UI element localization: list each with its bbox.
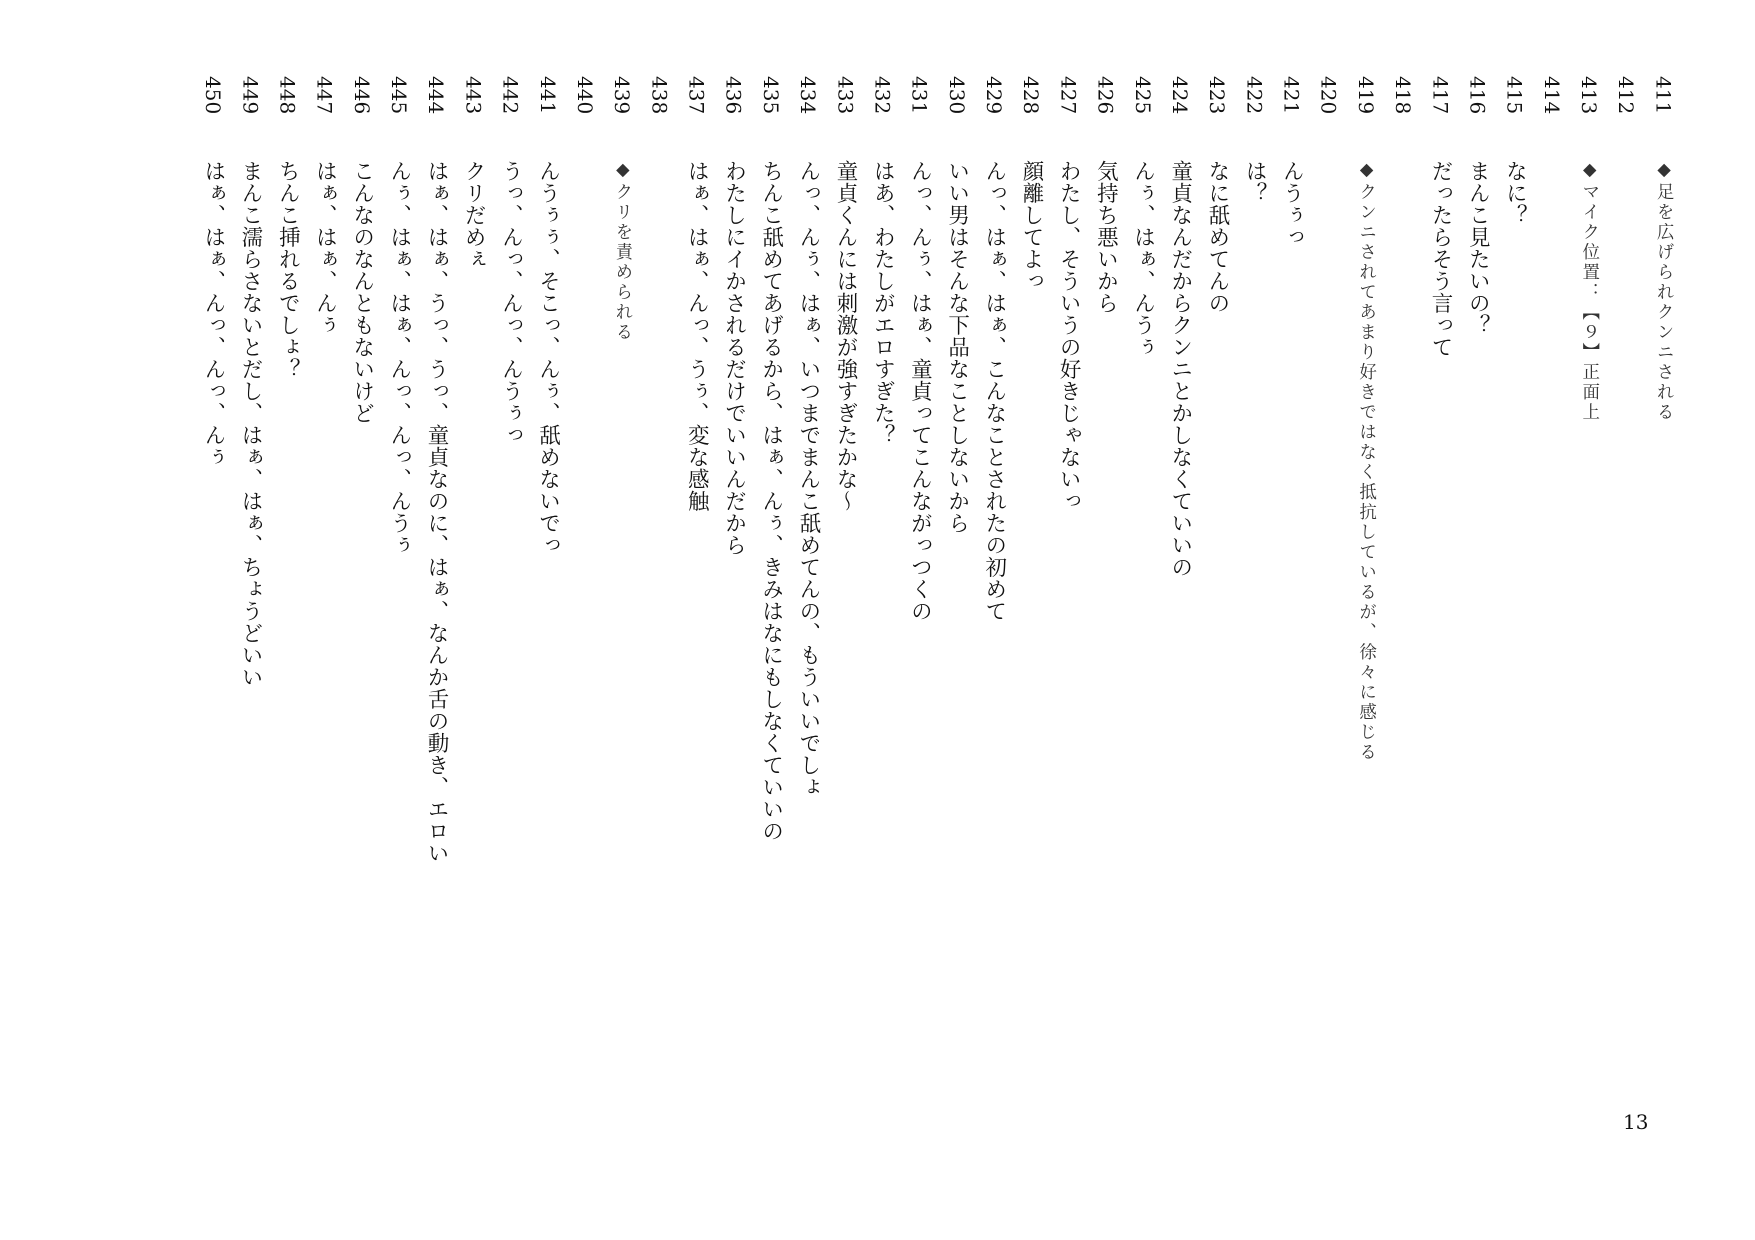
script-line — [1310, 76, 1347, 160]
line-number: 434 — [796, 76, 821, 115]
dialogue-text: 童貞くんには刺激が強すぎたかな～ — [833, 160, 859, 512]
line-number: 438 — [647, 76, 672, 115]
line-number: 448 — [275, 76, 300, 115]
line-number: 419 — [1353, 76, 1378, 115]
dialogue-text: うっ、んっ、んっ、んうぅっ — [498, 160, 524, 446]
script-line — [418, 76, 455, 864]
line-number: 425 — [1130, 76, 1155, 115]
dialogue-text: んっ、んぅ、はぁ、いつまでまんこ舐めてんの、もういいでしょ — [795, 160, 821, 798]
line-number: 417 — [1428, 76, 1453, 115]
dialogue-text: クリだめぇ — [461, 160, 487, 270]
script-line — [752, 76, 789, 842]
script-line — [1199, 76, 1236, 314]
dialogue-text: 気持ち悪いから — [1093, 160, 1119, 314]
script-line — [1645, 76, 1682, 423]
line-number: 427 — [1056, 76, 1081, 115]
line-number: 424 — [1167, 76, 1192, 115]
script-line — [715, 76, 752, 556]
line-number: 416 — [1465, 76, 1490, 115]
script-line — [1496, 76, 1533, 226]
dialogue-text: まんこ見たいの？ — [1465, 160, 1491, 336]
script-line — [1236, 76, 1273, 204]
dialogue-text: はぁ、はぁ、んっ、んっ、んぅ — [200, 160, 226, 468]
dialogue-text: んうぅぅ、そこっ、んぅ、舐めないでっ — [535, 160, 561, 556]
dialogue-text: なに？ — [1502, 160, 1528, 226]
script-line — [492, 76, 529, 446]
dialogue-text: だったらそう言って — [1428, 160, 1454, 358]
dialogue-text: 顔離してよっ — [1018, 160, 1044, 292]
line-number: 423 — [1205, 76, 1230, 115]
dialogue-text: んぅ、はぁ、んうぅ — [1130, 160, 1156, 358]
line-number: 418 — [1391, 76, 1416, 115]
dialogue-text: は？ — [1242, 160, 1268, 204]
dialogue-text: なに舐めてんの — [1204, 160, 1230, 314]
script-line — [529, 76, 566, 556]
dialogue-text: んうぅっ — [1279, 160, 1305, 248]
scene-heading: ◆クンニされてあまり好きではなく抵抗しているが、徐々に感じる — [1356, 160, 1377, 763]
line-number: 444 — [424, 76, 449, 115]
scene-heading: ◆クリを責められる — [612, 160, 633, 343]
line-number: 413 — [1577, 76, 1602, 115]
script-line — [827, 76, 864, 512]
dialogue-text: ちんこ挿れるでしょ？ — [275, 160, 301, 380]
script-line — [380, 76, 417, 556]
dialogue-text: はぁ、はぁ、んっ、うぅ、変な感触 — [684, 160, 710, 512]
script-line — [938, 76, 975, 534]
script-line — [343, 76, 380, 424]
line-number: 435 — [758, 76, 783, 115]
dialogue-text: んっ、はぁ、はぁ、こんなことされたの初めて — [981, 160, 1007, 622]
line-number: 442 — [498, 76, 523, 115]
line-number: 428 — [1019, 76, 1044, 115]
line-number: 447 — [312, 76, 337, 115]
line-number: 449 — [238, 76, 263, 115]
dialogue-text: はあ、わたしがエロすぎた？ — [870, 160, 896, 446]
line-number: 439 — [610, 76, 635, 115]
scene-heading: ◆マイク位置：【９】正面上 — [1579, 160, 1600, 423]
script-line — [1087, 76, 1124, 314]
script-line — [566, 76, 603, 160]
line-number: 411 — [1651, 76, 1676, 115]
dialogue-text: わたし、そういうの好きじゃないっ — [1056, 160, 1082, 512]
dialogue-text: まんこ濡らさないとだし、はぁ、はぁ、ちょうどいい — [238, 160, 264, 688]
line-number: 437 — [684, 76, 709, 115]
script-line — [195, 76, 232, 468]
line-number: 426 — [1093, 76, 1118, 115]
dialogue-text: いい男はそんな下品なことしないから — [944, 160, 970, 534]
script-line — [790, 76, 827, 798]
dialogue-text: はぁ、はぁ、うっ、うっ、童貞なのに、はぁ、なんか舌の動き、エロい — [423, 160, 449, 864]
line-number: 436 — [721, 76, 746, 115]
script-line — [1013, 76, 1050, 292]
script-line — [678, 76, 715, 512]
line-number: 430 — [944, 76, 969, 115]
dialogue-text: んぅ、はぁ、はぁ、んっ、んっ、んうぅ — [386, 160, 412, 556]
line-number: 433 — [833, 76, 858, 115]
script-line — [1161, 76, 1198, 578]
script-line — [1385, 76, 1422, 160]
dialogue-text: 童貞なんだからクンニとかしなくていいの — [1167, 160, 1193, 578]
line-number: 414 — [1539, 76, 1564, 115]
line-number: 445 — [387, 76, 412, 115]
script-line — [232, 76, 269, 688]
line-number: 440 — [572, 76, 597, 115]
line-number: 443 — [461, 76, 486, 115]
script-line — [455, 76, 492, 270]
line-number: 429 — [982, 76, 1007, 115]
script-line — [604, 76, 641, 343]
scene-heading: ◆足を広げられクンニされる — [1654, 160, 1675, 423]
script-line — [1273, 76, 1310, 248]
script-line — [901, 76, 938, 622]
page-number: 13 — [1623, 1110, 1649, 1134]
line-number: 431 — [907, 76, 932, 115]
script-line — [1570, 76, 1607, 423]
line-number: 412 — [1614, 76, 1639, 115]
script-lines — [195, 76, 1683, 864]
line-number: 415 — [1502, 76, 1527, 115]
line-number: 446 — [349, 76, 374, 115]
line-number: 422 — [1242, 76, 1267, 115]
script-line — [975, 76, 1012, 622]
script-line — [864, 76, 901, 446]
script-line — [1347, 76, 1384, 763]
dialogue-text: わたしにイかされるだけでいいんだから — [721, 160, 747, 556]
dialogue-text: ちんこ舐めてあげるから、はぁ、んぅ、きみはなにもしなくていいの — [758, 160, 784, 842]
script-line — [306, 76, 343, 336]
script-line — [641, 76, 678, 160]
script-line — [1533, 76, 1570, 160]
line-number: 420 — [1316, 76, 1341, 115]
script-line — [1050, 76, 1087, 512]
dialogue-text: んっ、んぅ、はぁ、童貞ってこんながっつくの — [907, 160, 933, 622]
line-number: 421 — [1279, 76, 1304, 115]
line-number: 450 — [201, 76, 226, 115]
line-number: 432 — [870, 76, 895, 115]
script-line — [1422, 76, 1459, 358]
script-line — [269, 76, 306, 380]
dialogue-text: はぁ、はぁ、んぅ — [312, 160, 338, 336]
script-line — [1459, 76, 1496, 336]
dialogue-text: こんなのなんともないけど — [349, 160, 375, 424]
line-number: 441 — [535, 76, 560, 115]
script-line — [1608, 76, 1645, 160]
script-line — [1124, 76, 1161, 358]
